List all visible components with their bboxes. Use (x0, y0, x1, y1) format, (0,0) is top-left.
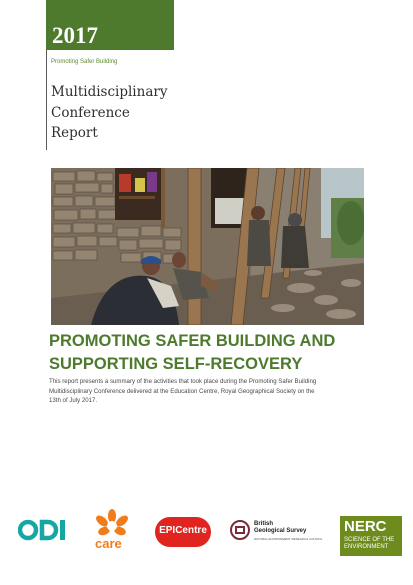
bgs-name-line: British (254, 521, 274, 527)
care-wordmark: care (95, 536, 122, 551)
report-title-line: Multidisciplinary (51, 84, 168, 100)
nerc-logo (340, 516, 402, 556)
care-logo (92, 508, 132, 556)
bgs-crest-icon (230, 520, 250, 540)
nerc-tagline-line: ENVIRONMENT (344, 544, 389, 550)
summary-line: This report presents a summary of the activities that took place during the Promoting Safer Building (49, 378, 317, 385)
summary-line: Multidisciplinary Conference delivered at the Education Centre, Royal Geographical Society on the (49, 387, 315, 395)
report-heading (49, 330, 335, 376)
project-name: Promoting Safer Building (51, 59, 118, 65)
partner-logos (0, 508, 413, 568)
title-rule (46, 50, 47, 150)
year-banner (46, 0, 174, 50)
summary-line: 13th of July 2017. (49, 397, 98, 404)
heading-line: SUPPORTING SELF-RECOVERY (49, 355, 303, 373)
nerc-tagline-line: SCIENCE OF THE (344, 537, 395, 543)
report-title (51, 82, 167, 144)
epicentre-wordmark: EPICentre (159, 525, 207, 536)
report-title-line: Conference (51, 104, 130, 121)
epicentre-logo (155, 517, 211, 547)
cover-photo (51, 168, 364, 325)
heading-line: PROMOTING SAFER BUILDING AND (49, 332, 336, 350)
bgs-logo (230, 520, 330, 550)
report-summary (49, 377, 385, 406)
bgs-subline: NATURAL ENVIRONMENT RESEARCH COUNCIL (254, 537, 323, 541)
year-label: 2017 (52, 23, 98, 48)
odi-logo (18, 516, 76, 544)
bgs-name-line: Geological Survey (254, 528, 307, 534)
nerc-wordmark: NERC (344, 518, 387, 535)
report-title-line: Report (51, 125, 98, 141)
